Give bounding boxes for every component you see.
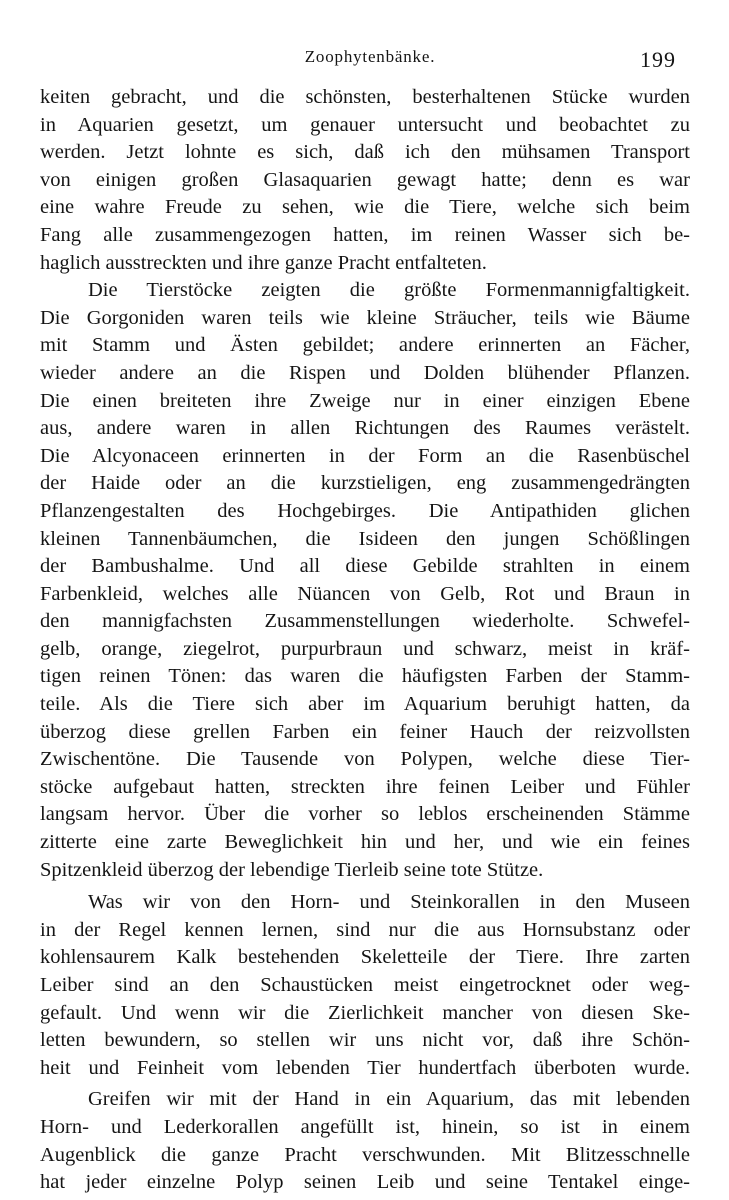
- text-line: Die Tierstöcke zeigten die größte Formenmannigfaltigkeit.: [88, 279, 690, 302]
- text-line: Die Gorgoniden waren teils wie kleine Sträucher, teils wie Bäume: [40, 306, 690, 329]
- text-line: kohlensaurem Kalk bestehenden Skeletteile der Tiere. Ihre zarten: [40, 946, 690, 969]
- text-line: überzog diese grellen Farben ein feiner Hauch der reizvollsten: [40, 720, 690, 743]
- text-line: Augenblick die ganze Pracht verschwunden. Mit Blitzesschnelle: [40, 1143, 690, 1166]
- text-line: Die einen breiteten ihre Zweige nur in einer einzigen Ebene: [40, 389, 690, 412]
- running-title: Zoophytenbänke.: [304, 47, 436, 66]
- text-line: Horn- und Lederkorallen angefüllt ist, hinein, so ist in einem: [40, 1115, 690, 1138]
- text-line: Farbenkleid, welches alle Nüancen von Gelb, Rot und Braun in: [40, 582, 690, 605]
- text-line: letten bewundern, so stellen wir uns nicht vor, daß ihre Schön-: [40, 1029, 690, 1052]
- text-line: aus, andere waren in allen Richtungen des Raumes verästelt.: [40, 417, 690, 440]
- body-text: [40, 84, 690, 1197]
- text-line: Leiber sind an den Schaustücken meist eingetrocknet oder weg-: [40, 974, 690, 996]
- paragraph-1: [40, 84, 690, 277]
- text-line: Greifen wir mit der Hand in ein Aquarium, das mit lebenden: [88, 1088, 690, 1111]
- text-line: keiten gebracht, und die schönsten, besterhaltenen Stücke wurden: [40, 86, 690, 108]
- text-line: der Haide oder an die kurzstieligen, eng zusammengedrängten: [40, 472, 690, 495]
- text-line: tigen reinen Tönen: das waren die häufigsten Farben der Stamm-: [40, 665, 690, 688]
- text-line: eine wahre Freude zu sehen, wie die Tiere, welche sich beim: [40, 196, 690, 219]
- text-line: gelb, orange, ziegelrot, purpurbraun und schwarz, meist in kräf-: [40, 637, 690, 660]
- text-line: kleinen Tannenbäumchen, die Isideen den jungen Schößlingen: [40, 527, 690, 550]
- text-line: in der Regel kennen lernen, sind nur die aus Hornsubstanz oder: [40, 918, 690, 941]
- paragraph-2: [40, 277, 690, 884]
- text-line: mit Stamm und Ästen gebildet; andere erinnerten an Fächer,: [40, 334, 690, 357]
- text-line: zitterte eine zarte Beweglichkeit hin und her, und wie ein feines: [40, 831, 690, 854]
- text-line: teile. Als die Tiere sich aber im Aquarium beruhigt hatten, da: [40, 693, 690, 716]
- text-line: Spitzenkleid überzog der lebendige Tierleib seine tote Stütze.: [40, 858, 544, 881]
- text-line: Die Alcyonaceen erinnerten in der Form an die Rasenbüschel: [40, 444, 690, 467]
- paragraph-4: [40, 1086, 690, 1196]
- text-line: werden. Jetzt lohnte es sich, daß ich den mühsamen Transport: [40, 141, 690, 164]
- text-line: den mannigfachsten Zusammenstellungen wiederholte. Schwefel-: [40, 610, 690, 633]
- text-line: wieder andere an die Rispen und Dolden blühender Pflanzen.: [40, 361, 690, 384]
- text-line: von einigen großen Glasaquarien gewagt hatte; denn es war: [40, 168, 690, 191]
- text-line: haglich ausstreckten und ihre ganze Pracht entfalteten.: [40, 251, 487, 274]
- text-line: Was wir von den Horn- und Steinkorallen in den Museen: [88, 891, 690, 914]
- text-line: hat jeder einzelne Polyp seinen Leib und seine Tentakel einge-: [40, 1171, 690, 1194]
- text-line: stöcke aufgebaut hatten, streckten ihre feinen Leiber und Fühler: [40, 775, 690, 798]
- text-line: gefault. Und wenn wir die Zierlichkeit mancher von diesen Ske-: [40, 1001, 690, 1024]
- text-line: heit und Feinheit vom lebenden Tier hundertfach überboten wurde.: [40, 1056, 690, 1079]
- running-header: [0, 47, 729, 75]
- text-line: der Bambushalme. Und all diese Gebilde strahlten in einem: [40, 555, 690, 578]
- text-line: Zwischentöne. Die Tausende von Polypen, welche diese Tier-: [40, 748, 690, 771]
- paragraph-3: [40, 889, 690, 1082]
- text-line: Fang alle zusammengezogen hatten, im reinen Wasser sich be-: [40, 223, 690, 246]
- text-line: Pflanzengestalten des Hochgebirges. Die Antipathiden glichen: [40, 499, 690, 522]
- text-line: in Aquarien gesetzt, um genauer untersucht und beobachtet zu: [40, 113, 690, 136]
- text-line: langsam hervor. Über die vorher so leblos erscheinenden Stämme: [40, 803, 690, 826]
- page-number: 199: [640, 47, 676, 72]
